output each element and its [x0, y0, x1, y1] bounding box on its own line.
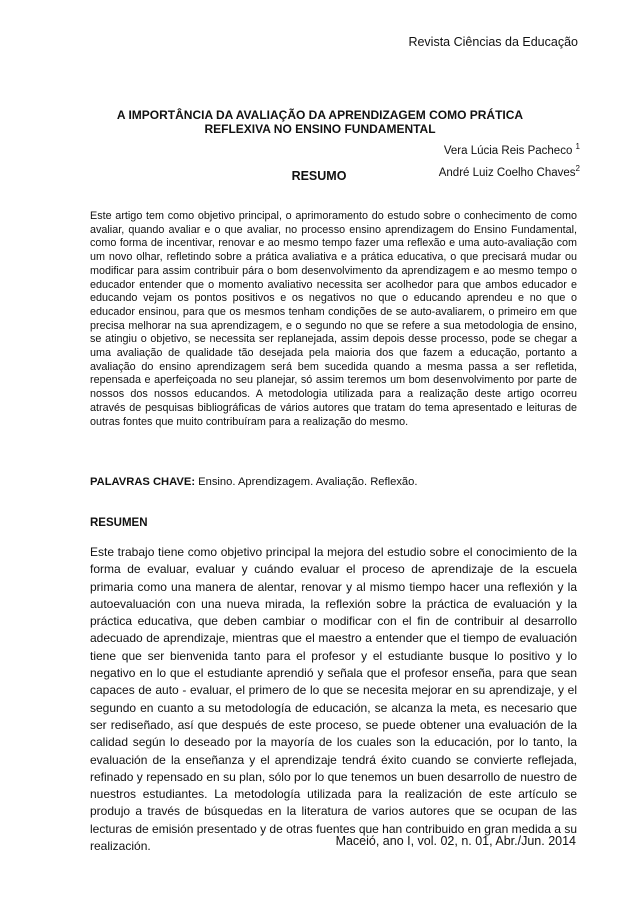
journal-header: Revista Ciências da Educação: [408, 35, 578, 49]
keywords-text: Ensino. Aprendizagem. Avaliação. Reflexão.: [198, 476, 418, 488]
author-1: [439, 138, 580, 160]
author-footnote-mark: 2: [575, 163, 580, 173]
keywords-label: PALAVRAS CHAVE:: [90, 476, 196, 488]
author-name: André Luiz Coelho Chaves: [438, 166, 576, 179]
resumo-heading: RESUMO: [291, 169, 347, 183]
author-name: Vera Lúcia Reis Pacheco: [443, 144, 573, 157]
page-footer-citation: Maceió, ano I, vol. 02, n. 01, Abr./Jun. 2014: [335, 834, 576, 848]
article-title: A IMPORTÂNCIA DA AVALIAÇÃO DA APRENDIZAGEM COMO PRÁTICA REFLEXIVA NO ENSINO FUNDAMENTAL: [116, 108, 524, 136]
abstract-portuguese: Este artigo tem como objetivo principal, o aprimoramento do estudo sobre o conhecimento de como avaliar, quando avaliar e o que avaliar, no processo ensino aprendizagem do Ensino Fundamental, como forma de incentivar, renovar e ao mesmo tempo fazer uma reflexão e uma auto-avaliação com um novo olhar, refletindo sobre a prática avaliativa e a prática educativa, o que precisará mudar ou modificar para assim contribuir pára o bom desenvolvimento da aprendizagem e ao mesmo tempo o educador entender que o momento avaliativo necessita ser acolhedor para que ambos educador e educando vejam os pontos positivos e os negativos no que o educando aprendeu e no que o educador ensinou, para que os mesmos tenham condições de se auto-avaliarem, o primeiro em que precisa melhorar na sua aprendizagem, e o segundo no que se refere a sua metodologia de ensino, se atingiu o objetivo, se necessita ser replanejada, assim depois desse processo, pode se chegar a uma avaliação de qualidade tão desejada pela maioria dos que fazem a educação, portanto a avaliação do ensino aprendizagem será bem sucedida quando a mesma passa a ser refletida, repensada e aperfeiçoada no seu planejar, só assim teremos um bom desenvolvimento por parte de nossos dos nossos educandos. A metodologia utilizada para a realização deste artigo ocorreu através de pesquisas bibliográficas de vários autores que tratam do tema apresentado e leituras de outras fontes que muito contribuíram para a realização do mesmo.: [90, 210, 577, 428]
author-footnote-mark: 1: [575, 142, 580, 151]
resumen-heading: RESUMEN: [90, 517, 148, 529]
abstract-spanish: Este trabajo tiene como objetivo principal la mejora del estudio sobre el conocimiento de la forma de evaluar, evaluar y cuándo evaluar el proceso de aprendizaje de la escuela primaria como una manera de alentar, renovar y al mismo tiempo hacer una reflexión y la autoevaluación con una nueva mirada, la reflexión sobre la práctica de evaluación y la práctica educativa, que deben cambiar o modificar con el fin de contribuir al desarrollo adecuado de aprendizaje, mientras que el maestro a entender que el tiempo de evaluación tiene que ser bienvenida tanto para el profesor y el estudiante busque lo positivo y lo negativo en lo que el estudiante aprendió y señala que el profesor enseña, para que sean capaces de auto - evaluar, el primero de lo que se necesita mejorar en su aprendizaje, y el segundo en cuanto a su metodología de educación, se alcanza la meta, es necesario que ser rediseñado, así que después de este proceso, se puede obtener una evaluación de la calidad según lo deseado por la mayoría de los cuales son la educación, por lo tanto, la evaluación de la enseñanza y el aprendizaje tendrá éxito cuando se convierte reflejada, refinado y repensado en su plan, sólo por lo que tenemos un buen desarrollo de nuestro de nuestros estudiantes. La metodología utilizada para la realización de este artículo se produjo a través de búsquedas en la literatura de varios autores que se ocupan de las lecturas de emisión presentado y de otras fuentes que han contribuido en gran medida a su realización.: [90, 545, 577, 854]
keywords-line: [90, 476, 577, 488]
